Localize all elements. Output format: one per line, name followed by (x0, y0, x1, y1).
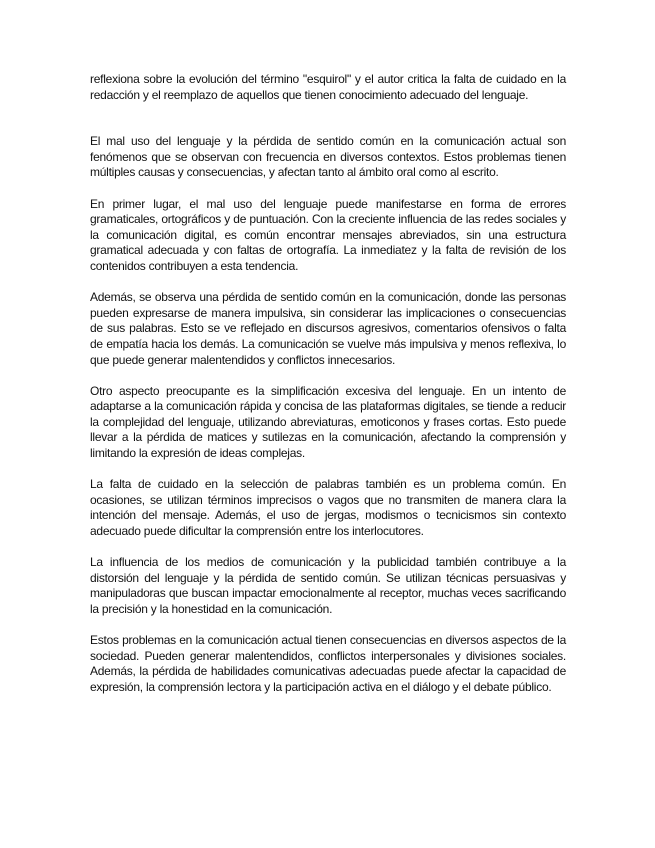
paragraph-word-selection: La falta de cuidado en la selección de palabras también es un problema común. En ocasiones, se utilizan términos imprecisos o vagos que no transmiten de manera clara la intención del mensaje. Además, el uso de jergas, modismos o tecnicismos sin contexto adecuado puede dificultar la comprensión entre los interlocutores. (90, 477, 566, 539)
paragraph-simplification: Otro aspecto preocupante es la simplificación excesiva del lenguaje. En un intento de adaptarse a la comunicación rápida y concisa de las plataformas digitales, se tiende a reducir la complejidad del lenguaje, utilizando abreviaturas, emoticonos y frases cortas. Esto puede llevar a la pérdida de matices y sutilezas en la comunicación, afectando la comprensión y limitando la expresión de ideas complejas. (90, 383, 566, 461)
paragraph-grammatical-errors: En primer lugar, el mal uso del lenguaje puede manifestarse en forma de errores gramaticales, ortográficos y de puntuación. Con la creciente influencia de las redes sociales y la comunicación digital, es común encontrar mensajes abreviados, sin una estructura gramatical adecuada y con faltas de ortografía. La inmediatez y la falta de revisión de los contenidos contribuyen a esta tendencia. (90, 196, 566, 273)
paragraph-intro-fragment: reflexiona sobre la evolución del término "esquirol" y el autor critica la falta de cuidado en la redacción y el reemplazo de aquellos que tienen conocimiento adecuado del lenguaje. (90, 72, 566, 102)
paragraph-media-influence: La influencia de los medios de comunicación y la publicidad también contribuye a la distorsión del lenguaje y la pérdida de sentido común. Se utilizan técnicas persuasivas y manipuladoras que buscan impactar emocionalmente al receptor, muchas veces sacrificando la precisión y la honestidad en la comunicación. (90, 555, 566, 616)
document-page (90, 72, 566, 711)
paragraph-common-sense-loss: Además, se observa una pérdida de sentido común en la comunicación, donde las personas pueden expresarse de manera impulsiva, sin considerar las implicaciones o consecuencias de sus palabras. Esto se ve reflejado en discursos agresivos, comentarios ofensivos o falta de empatía hacia los demás. La comunicación se vuelve más impulsiva y menos reflexiva, lo que puede generar malentendidos y conflictos innecesarios. (90, 290, 566, 367)
paragraph-introduction: El mal uso del lenguaje y la pérdida de sentido común en la comunicación actual son fenómenos que se observan con frecuencia en diversos contextos. Estos problemas tienen múltiples causas y consecuencias, y afectan tanto al ámbito oral como al escrito. (90, 134, 566, 180)
paragraph-consequences: Estos problemas en la comunicación actual tienen consecuencias en diversos aspectos de la sociedad. Pueden generar malentendidos, conflictos interpersonales y divisiones sociales. Además, la pérdida de habilidades comunicativas adecuadas puede afectar la capacidad de expresión, la comprensión lectora y la participación activa en el diálogo y el debate público. (90, 633, 566, 694)
